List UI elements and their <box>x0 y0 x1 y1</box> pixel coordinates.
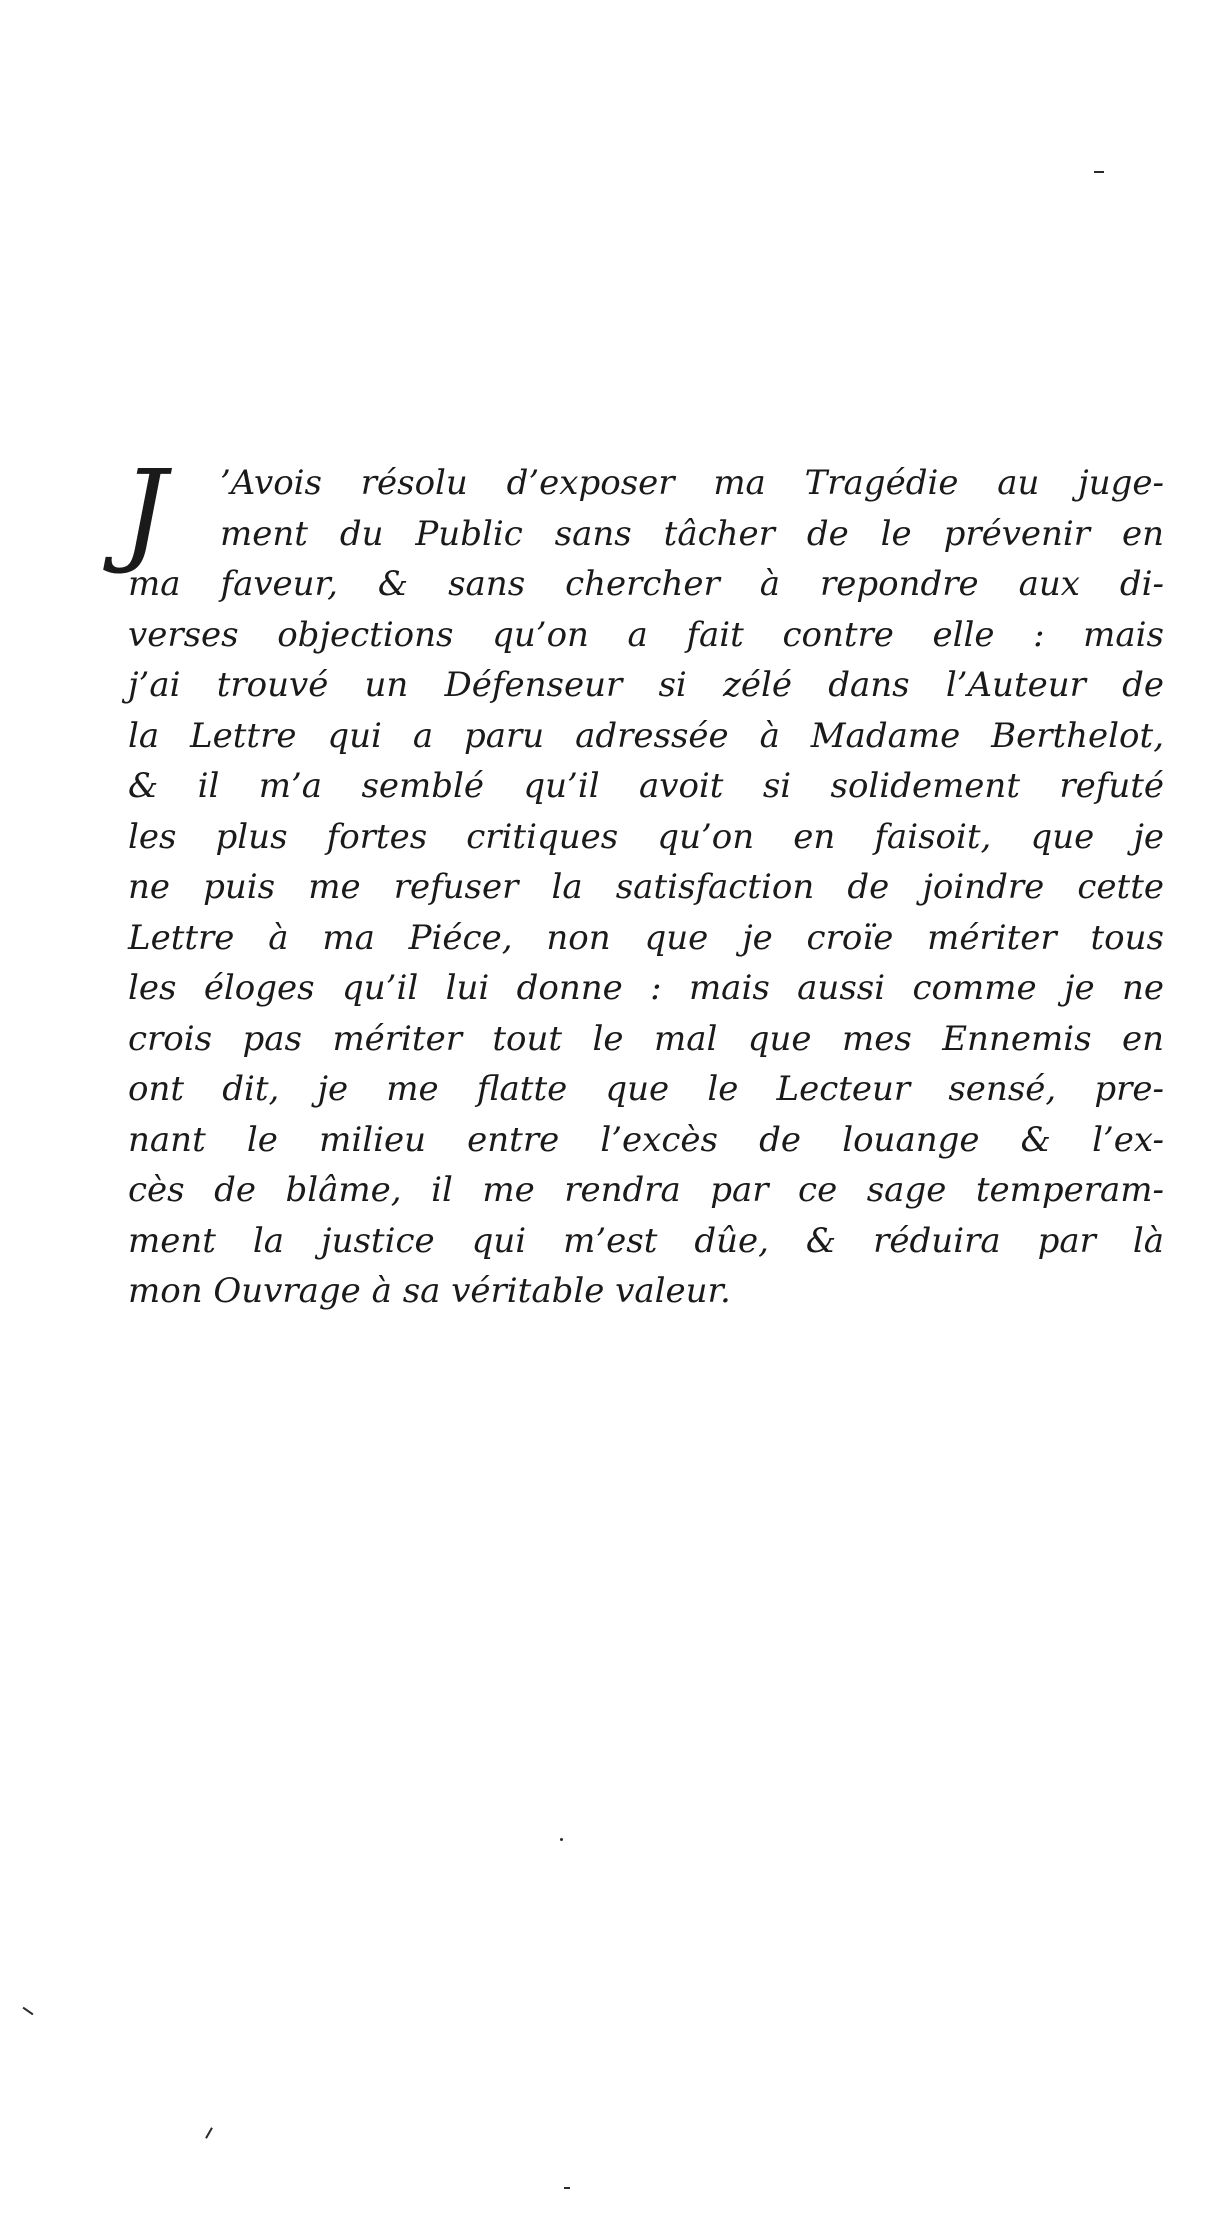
paragraph-line: les plus fortes critiques qu’on en faisoit, que je <box>128 816 1164 857</box>
paragraph-line: mon Ouvrage à sa véritable valeur. <box>128 1271 731 1311</box>
ink-speck <box>1094 171 1104 173</box>
paragraph-line: Lettre à ma Piéce, non que je croïe mériter tous <box>128 917 1164 958</box>
paragraph-line: ne puis me refuser la satisfaction de joindre cette <box>128 867 1164 907</box>
paragraph-line: ma faveur, & sans chercher à repondre aux di- <box>128 564 1164 604</box>
ink-speck <box>560 1838 563 1841</box>
paragraph-line: verses objections qu’on a fait contre elle : mais <box>128 614 1164 655</box>
paragraph-line: ment du Public sans tâcher de le prévenir en <box>220 513 1164 554</box>
paragraph-line: la Lettre qui a paru adressée à Madame Berthelot, <box>128 715 1164 756</box>
drop-cap-letter: J <box>122 447 167 577</box>
ink-speck <box>205 2127 213 2138</box>
paragraph-line: nant le milieu entre l’excès de louange & l’ex- <box>128 1119 1164 1160</box>
ink-speck <box>23 2007 34 2016</box>
paragraph-line: ment la justice qui m’est dûe, & réduira par là <box>128 1220 1164 1261</box>
ink-speck <box>564 2187 570 2189</box>
paragraph-line: ont dit, je me flatte que le Lecteur sensé, pre- <box>128 1069 1164 1109</box>
paragraph-line: j’ai trouvé un Défenseur si zélé dans l’Auteur de <box>128 665 1164 705</box>
paragraph-line: & il m’a semblé qu’il avoit si solidement refuté <box>128 766 1164 806</box>
preface-paragraph <box>122 447 1164 1317</box>
paragraph-line: crois pas mériter tout le mal que mes Ennemis en <box>128 1018 1164 1059</box>
paragraph-line: cès de blâme, il me rendra par ce sage temperam- <box>128 1170 1164 1210</box>
paragraph-line: ’Avois résolu d’exposer ma Tragédie au juge- <box>220 463 1164 503</box>
paragraph-line: les éloges qu’il lui donne : mais aussi comme je ne <box>128 968 1164 1008</box>
